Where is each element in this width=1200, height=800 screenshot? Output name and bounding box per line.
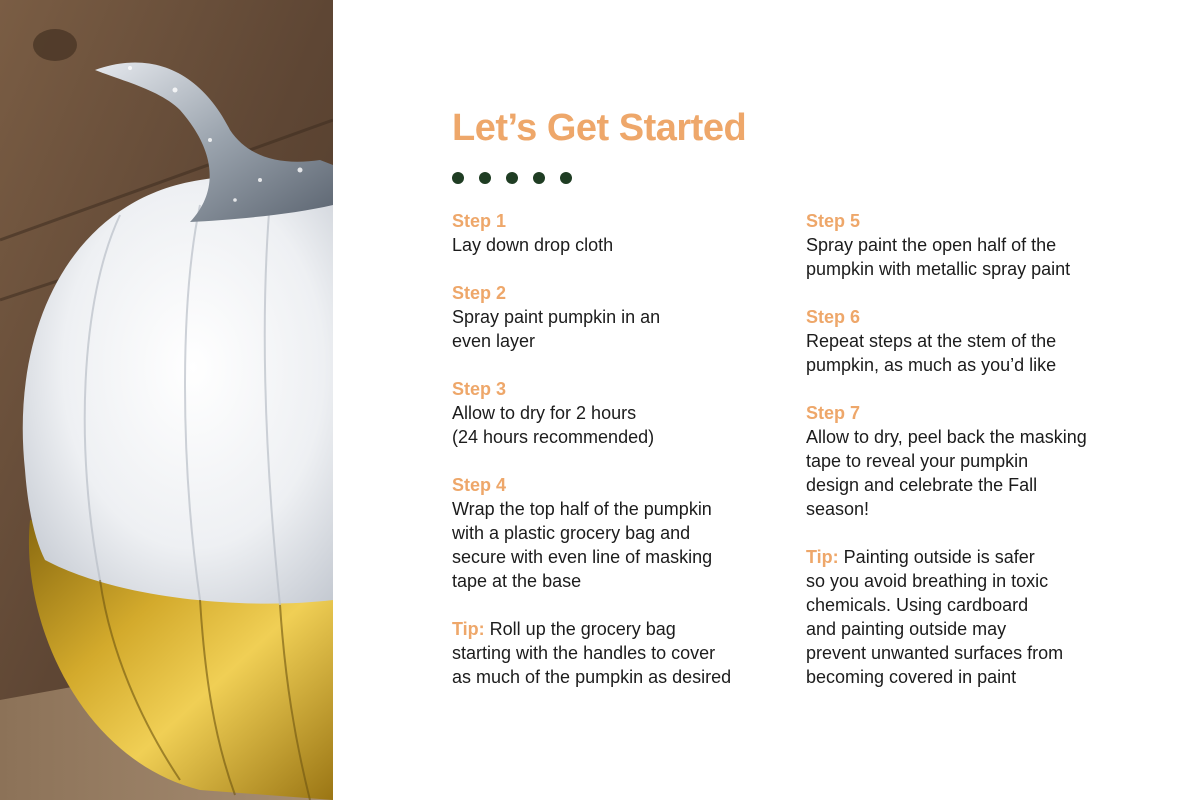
step-1 — [452, 209, 772, 257]
tip-right — [806, 545, 1136, 689]
dot-icon — [533, 172, 545, 184]
steps-left-column — [452, 209, 772, 689]
decorative-dots — [452, 172, 572, 184]
tip-text: Roll up the grocery bag starting with the handles to cover as much of the pumpkin as desired — [452, 619, 732, 687]
dot-icon — [452, 172, 464, 184]
step-label: Step 2 — [452, 283, 507, 303]
step-text: Lay down drop cloth — [452, 235, 614, 255]
step-label: Step 7 — [806, 403, 861, 423]
step-2 — [452, 281, 772, 353]
step-text: Allow to dry, peel back the masking tape to reveal your pumpkin design and celebrate the Fall season! — [806, 427, 1087, 519]
tip-label: Tip: — [806, 547, 839, 567]
step-3 — [452, 377, 772, 449]
step-label: Step 1 — [452, 211, 507, 231]
dot-icon — [479, 172, 491, 184]
step-label: Step 3 — [452, 379, 507, 399]
step-text: Allow to dry for 2 hours (24 hours recommended) — [452, 403, 655, 447]
step-text: Repeat steps at the stem of the pumpkin, as much as you’d like — [806, 331, 1057, 375]
step-5 — [806, 209, 1136, 281]
steps-right-column — [806, 209, 1136, 689]
tip-text: Painting outside is safer so you avoid breathing in toxic chemicals. Using cardboard and painting outside may prevent unwanted surfaces from becoming covered in paint — [806, 547, 1064, 687]
tip-left — [452, 617, 772, 689]
step-6 — [806, 305, 1136, 377]
pumpkin-photo — [0, 0, 333, 800]
tip-label: Tip: — [452, 619, 485, 639]
step-4 — [452, 473, 772, 593]
step-text: Spray paint pumpkin in an even layer — [452, 307, 661, 351]
dot-icon — [560, 172, 572, 184]
step-label: Step 6 — [806, 307, 861, 327]
step-label: Step 4 — [452, 475, 507, 495]
dot-icon — [506, 172, 518, 184]
step-label: Step 5 — [806, 211, 861, 231]
step-text: Spray paint the open half of the pumpkin with metallic spray paint — [806, 235, 1071, 279]
step-text: Wrap the top half of the pumpkin with a plastic grocery bag and secure with even line of masking tape at the base — [452, 499, 713, 591]
step-7 — [806, 401, 1136, 521]
page-title: Let’s Get Started — [452, 107, 747, 149]
